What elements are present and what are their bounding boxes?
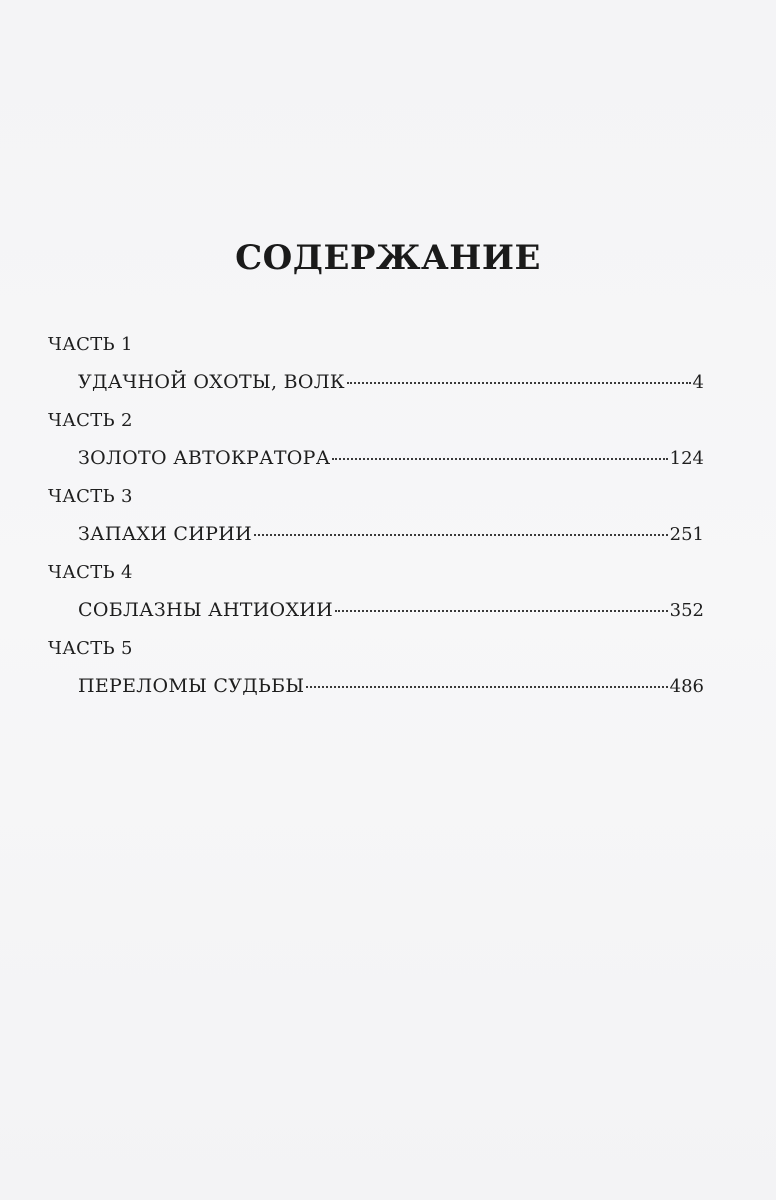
chapter-title-3: ЗАПАХИ СИРИИ	[78, 523, 252, 545]
dot-leader	[335, 610, 668, 612]
page-number-1: 4	[692, 372, 704, 393]
page-title: СОДЕРЖАНИЕ	[235, 238, 541, 278]
part-label-4: ЧАСТЬ 4	[48, 562, 133, 583]
part-label-1: ЧАСТЬ 1	[48, 334, 133, 355]
chapter-title-2: ЗОЛОТО АВТОКРАТОРА	[78, 447, 331, 469]
toc-entry-4[interactable]	[78, 598, 704, 622]
toc-entry-3[interactable]	[78, 522, 704, 546]
page-number-3: 251	[669, 524, 704, 545]
toc-entry-5[interactable]	[78, 674, 704, 698]
part-label-2: ЧАСТЬ 2	[48, 410, 133, 431]
part-label-3: ЧАСТЬ 3	[48, 486, 133, 507]
page-number-2: 124	[669, 448, 704, 469]
chapter-title-5: ПЕРЕЛОМЫ СУДЬБЫ	[78, 675, 305, 697]
toc-entry-1[interactable]	[78, 370, 704, 394]
dot-leader	[254, 534, 668, 536]
toc-entry-2[interactable]	[78, 446, 704, 470]
dot-leader	[347, 382, 691, 384]
chapter-title-4: СОБЛАЗНЫ АНТИОХИИ	[78, 599, 334, 621]
page-number-5: 486	[669, 676, 704, 697]
page-number-4: 352	[669, 600, 704, 621]
dot-leader	[332, 458, 667, 460]
chapter-title-1: УДАЧНОЙ ОХОТЫ, ВОЛК	[78, 371, 345, 393]
dot-leader	[306, 686, 667, 688]
part-label-5: ЧАСТЬ 5	[48, 638, 133, 659]
